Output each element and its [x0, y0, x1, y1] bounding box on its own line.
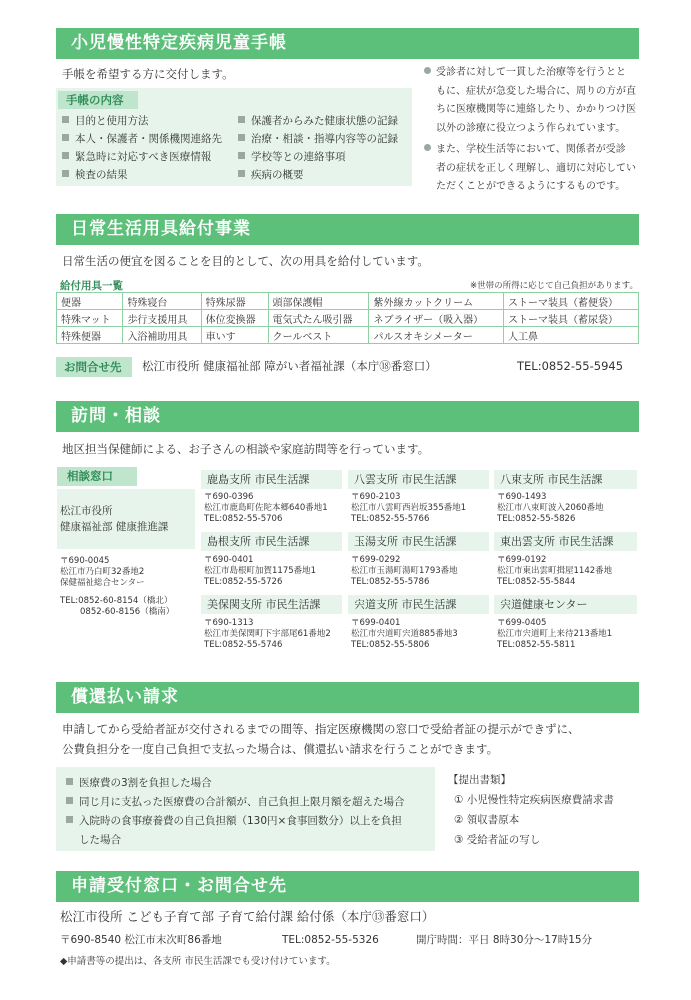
application-address: 〒690-8540 松江市末次町86番地 — [60, 934, 222, 946]
reimbursement-intro-1: 申請してから受給者証が交付されるまでの間等、指定医療機関の窓口で受給者証の提示ができずに、 — [62, 722, 580, 736]
office-address: 〒699-0405 松江市宍道町上来待213番地1 TEL:0852-55-5811 — [497, 618, 613, 650]
list-item: 緊急時に対応すべき医療情報 — [62, 148, 222, 166]
square-bullet-icon — [62, 152, 69, 159]
office-hours: 開庁時間：平日 8時30分～17時15分 — [416, 934, 593, 946]
table-cell: 頭部保護帽 — [268, 293, 369, 310]
section-title-handbook: 小児慢性特定疾病児童手帳 — [56, 28, 639, 59]
list-item: 学校等との連絡事項 — [238, 148, 398, 166]
handbook-items-left — [62, 112, 222, 184]
document-item: ② 領収書原本 — [454, 814, 520, 826]
daily-tools-intro: 日常生活の便宜を図ることを目的として、次の用具を給付しています。 — [62, 254, 429, 268]
tools-list-label: 給付用具一覧 — [60, 280, 123, 292]
tools-note: ※世帯の所得に応じて自己負担があります。 — [470, 281, 638, 291]
square-bullet-icon — [238, 116, 245, 123]
table-cell: 電気式たん吸引器 — [268, 310, 369, 327]
square-bullet-icon — [62, 116, 69, 123]
list-item: 医療費の3割を負担した場合 — [66, 774, 405, 793]
office-address: 〒690-1313 松江市美保関町下宇部尾61番地2 TEL:0852-55-5746 — [204, 618, 331, 650]
table-row — [57, 293, 639, 310]
table-cell: ストーマ装具（蓄便袋） — [504, 293, 639, 310]
main-office-name1: 松江市役所 — [60, 505, 113, 517]
table-cell: 特殊寝台 — [123, 293, 201, 310]
reimbursement-cases — [66, 774, 405, 850]
square-bullet-icon — [238, 134, 245, 141]
table-cell: 特殊尿器 — [201, 293, 268, 310]
table-cell: クールベスト — [268, 327, 369, 344]
office-address: 〒690-1493 松江市八束町波入2060番地 TEL:0852-55-5826 — [497, 492, 604, 524]
table-cell: 人工鼻 — [504, 327, 639, 344]
handbook-contents-label: 手帳の内容 — [58, 91, 138, 109]
document-item: ③ 受給者証の写し — [454, 834, 541, 846]
square-bullet-icon — [62, 134, 69, 141]
table-cell: パルスオキシメーター — [369, 327, 504, 344]
main-office-tel2: 0852-60-8156（橋南） — [80, 607, 175, 617]
square-bullet-icon — [238, 170, 245, 177]
table-row — [57, 310, 639, 327]
main-office-address: 〒690-0045 松江市乃白町32番地2 保健福祉総合センター — [60, 556, 145, 588]
list-item: 疾病の概要 — [238, 166, 398, 184]
table-row — [57, 327, 639, 344]
visit-intro: 地区担当保健師による、お子さんの相談や家庭訪問等を行っています。 — [62, 442, 430, 456]
square-bullet-icon — [66, 797, 73, 804]
handbook-notes — [424, 64, 639, 197]
documents-label: 【提出書類】 — [448, 774, 511, 786]
table-cell: 車いす — [201, 327, 268, 344]
list-item: 同じ月に支払った医療費の合計額が、自己負担上限月額を超えた場合 — [66, 793, 405, 812]
list-item: 本人・保護者・関係機関連絡先 — [62, 130, 222, 148]
tools-table — [56, 292, 639, 344]
handbook-intro: 手帳を希望する方に交付します。 — [62, 67, 234, 81]
office-name: 島根支所 市民生活課 — [201, 532, 342, 551]
contact-label: お問合せ先 — [56, 357, 132, 377]
office-address: 〒699-0292 松江市玉湯町湯町1793番地 TEL:0852-55-5786 — [351, 555, 458, 587]
square-bullet-icon — [66, 778, 73, 785]
table-cell: 入浴補助用具 — [123, 327, 201, 344]
office-name: 宍道支所 市民生活課 — [348, 595, 489, 614]
square-bullet-icon — [62, 170, 69, 177]
circle-bullet-icon — [424, 144, 431, 151]
office-name: 鹿島支所 市民生活課 — [201, 470, 342, 489]
square-bullet-icon — [66, 816, 73, 823]
application-office: 松江市役所 こども子育て部 子育て給付課 給付係（本庁⑬番窓口） — [60, 909, 435, 924]
section-title-reimbursement: 償還払い請求 — [56, 682, 639, 713]
table-cell: ストーマ装具（蓄尿袋） — [504, 310, 639, 327]
contact-tel: TEL:0852-55-5945 — [517, 359, 624, 373]
main-office-name2: 健康福祉部 健康推進課 — [60, 521, 169, 533]
table-cell: 特殊マット — [57, 310, 123, 327]
office-name: 玉湯支所 市民生活課 — [348, 532, 489, 551]
list-item-continued: した場合 — [79, 834, 121, 846]
application-tel: TEL:0852-55-5326 — [282, 934, 379, 946]
list-item: 保護者からみた健康状態の記録 — [238, 112, 398, 130]
application-note: ◆申請書等の提出は、各支所 市民生活課でも受け付けています。 — [60, 956, 336, 967]
reimbursement-intro-2: 公費負担分を一度自己負担で支払った場合は、償還払い請求を行うことができます。 — [62, 742, 499, 756]
office-address: 〒699-0192 松江市東出雲町揖屋1142番地 TEL:0852-55-5844 — [497, 555, 613, 587]
section-title-application-contact: 申請受付窓口・お問合せ先 — [56, 871, 639, 902]
document-item: ① 小児慢性特定疾病医療費請求書 — [454, 794, 614, 806]
list-item: 目的と使用方法 — [62, 112, 222, 130]
consult-label: 相談窓口 — [57, 467, 137, 486]
section-title-visit: 訪問・相談 — [56, 401, 639, 432]
table-cell: 紫外線カットクリーム — [369, 293, 504, 310]
table-cell: ネブライザー（吸入器） — [369, 310, 504, 327]
office-address: 〒690-0401 松江市島根町加賀1175番地1 TEL:0852-55-5726 — [204, 555, 317, 587]
office-name: 宍道健康センター — [494, 595, 637, 614]
table-cell: 体位変換器 — [201, 310, 268, 327]
circle-bullet-icon — [424, 67, 431, 74]
office-address: 〒690-2103 松江市八雲町西岩坂355番地1 TEL:0852-55-5766 — [351, 492, 467, 524]
handbook-items-right — [238, 112, 398, 184]
list-item: 治療・相談・指導内容等の記録 — [238, 130, 398, 148]
documents-list — [448, 770, 614, 850]
table-cell: 歩行支援用具 — [123, 310, 201, 327]
square-bullet-icon — [238, 152, 245, 159]
contact-text: 松江市役所 健康福祉部 障がい者福祉課（本庁⑱番窓口） — [142, 359, 437, 373]
list-item: 検査の結果 — [62, 166, 222, 184]
office-name: 美保関支所 市民生活課 — [201, 595, 342, 614]
table-cell: 特殊便器 — [57, 327, 123, 344]
table-cell: 便器 — [57, 293, 123, 310]
office-name: 八雲支所 市民生活課 — [348, 470, 489, 489]
office-name: 東出雲支所 市民生活課 — [494, 532, 637, 551]
section-title-daily-tools: 日常生活用具給付事業 — [56, 214, 639, 245]
handbook-note-1: 受診者に対して一貫した治療等を行うとと もに、症状が急変した場合に、周りの方が直 ちに医療機関等に連絡したり、かかりつけ医 以外の診療に役立つよう作られています。 — [424, 64, 639, 138]
office-address: 〒690-0396 松江市鹿島町佐陀本郷640番地1 TEL:0852-55-5706 — [204, 492, 328, 524]
list-item: 入院時の食事療養費の自己負担額（130円×食事回数分）以上を負担 — [66, 812, 405, 831]
handbook-note-2: また、学校生活等において、関係者が受診 者の症状を正しく理解し、適切に対応してい ただくことができるようにするものです。 — [424, 141, 639, 197]
main-office-tel1: TEL:0852-60-8154（橋北） — [60, 596, 173, 606]
office-name: 八束支所 市民生活課 — [494, 470, 637, 489]
office-address: 〒699-0401 松江市宍道町宍道885番地3 TEL:0852-55-5806 — [351, 618, 458, 650]
